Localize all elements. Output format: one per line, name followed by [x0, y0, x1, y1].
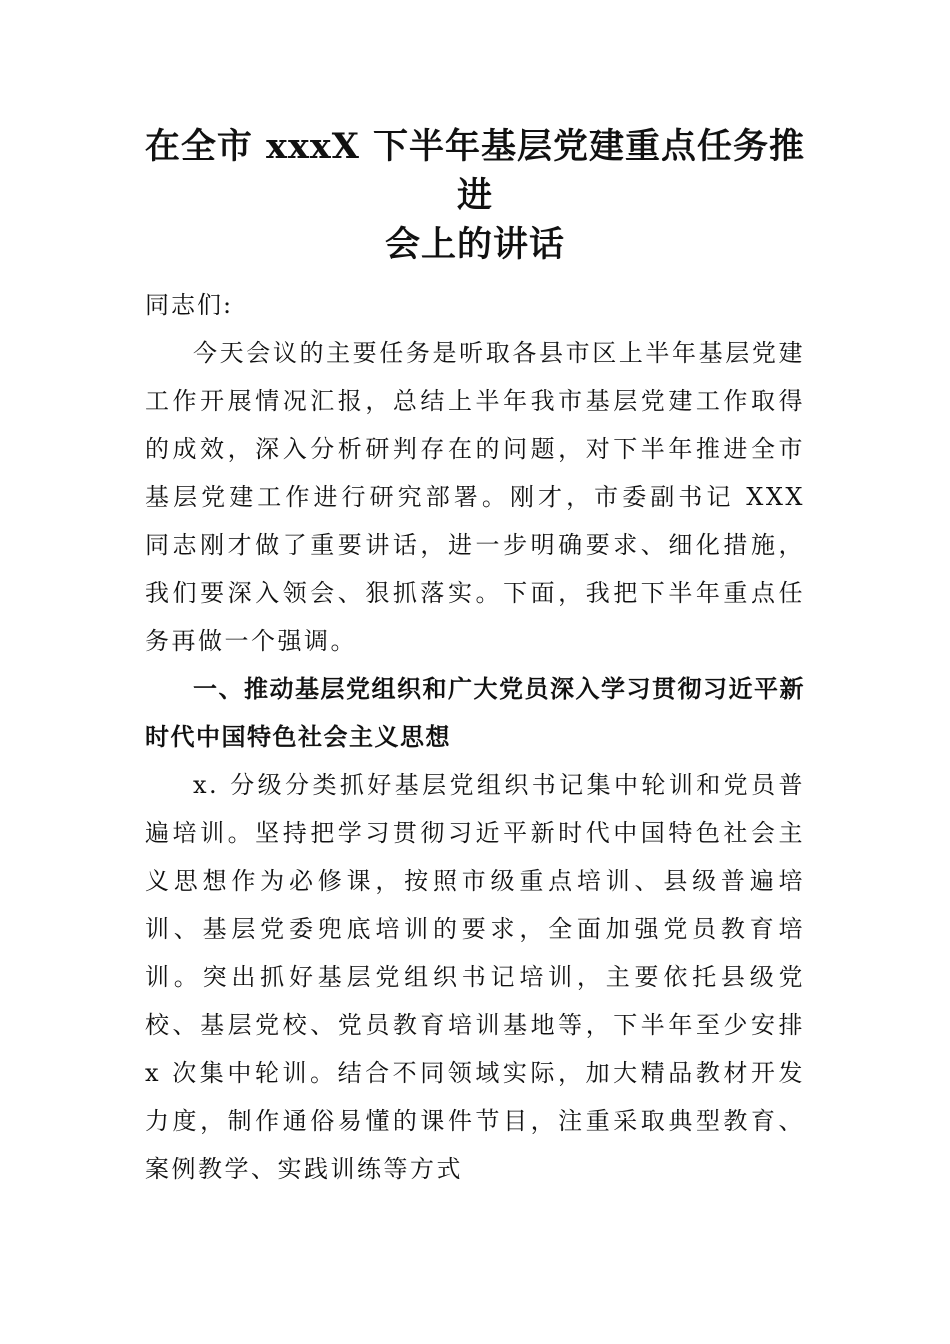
greeting: 同志们: [145, 291, 234, 319]
document-title [130, 122, 820, 269]
intro-paragraph: 今天会议的主要任务是听取各县市区上半年基层党建工作开展情况汇报，总结上半年我市基层党建工作取得的成效，深入分析研判存在的问题，对下半年推进全市基层党建工作进行研究部署。刚才，市委副书记 XXX 同志刚才做了重要讲话，进一步明确要求、细化措施，我们要深入领会、狠抓落实。下面，我把下半年重点任务再做一个强调。 [145, 339, 805, 655]
title-line-2: 会上的讲话 [384, 224, 565, 265]
title-line-1: 在全市 xxxX 下半年基层党建重点任务推进 [144, 126, 806, 216]
document-body [145, 281, 805, 1193]
section-heading-1: 一、推动基层党组织和广大党员深入学习贯彻习近平新时代中国特色社会主义思想 [145, 675, 805, 751]
section-1-paragraph: x. 分级分类抓好基层党组织书记集中轮训和党员普遍培训。坚持把学习贯彻习近平新时代中国特色社会主义思想作为必修课，按照市级重点培训、县级普遍培训、基层党委兜底培训的要求，全面加强党员教育培训。突出抓好基层党组织书记培训，主要依托县级党校、基层党校、党员教育培训基地等，下半年至少安排 x 次集中轮训。结合不同领域实际，加大精品教材开发力度，制作通俗易懂的课件节目，注重采取典型教育、案例教学、实践训练等方式 [145, 771, 805, 1183]
